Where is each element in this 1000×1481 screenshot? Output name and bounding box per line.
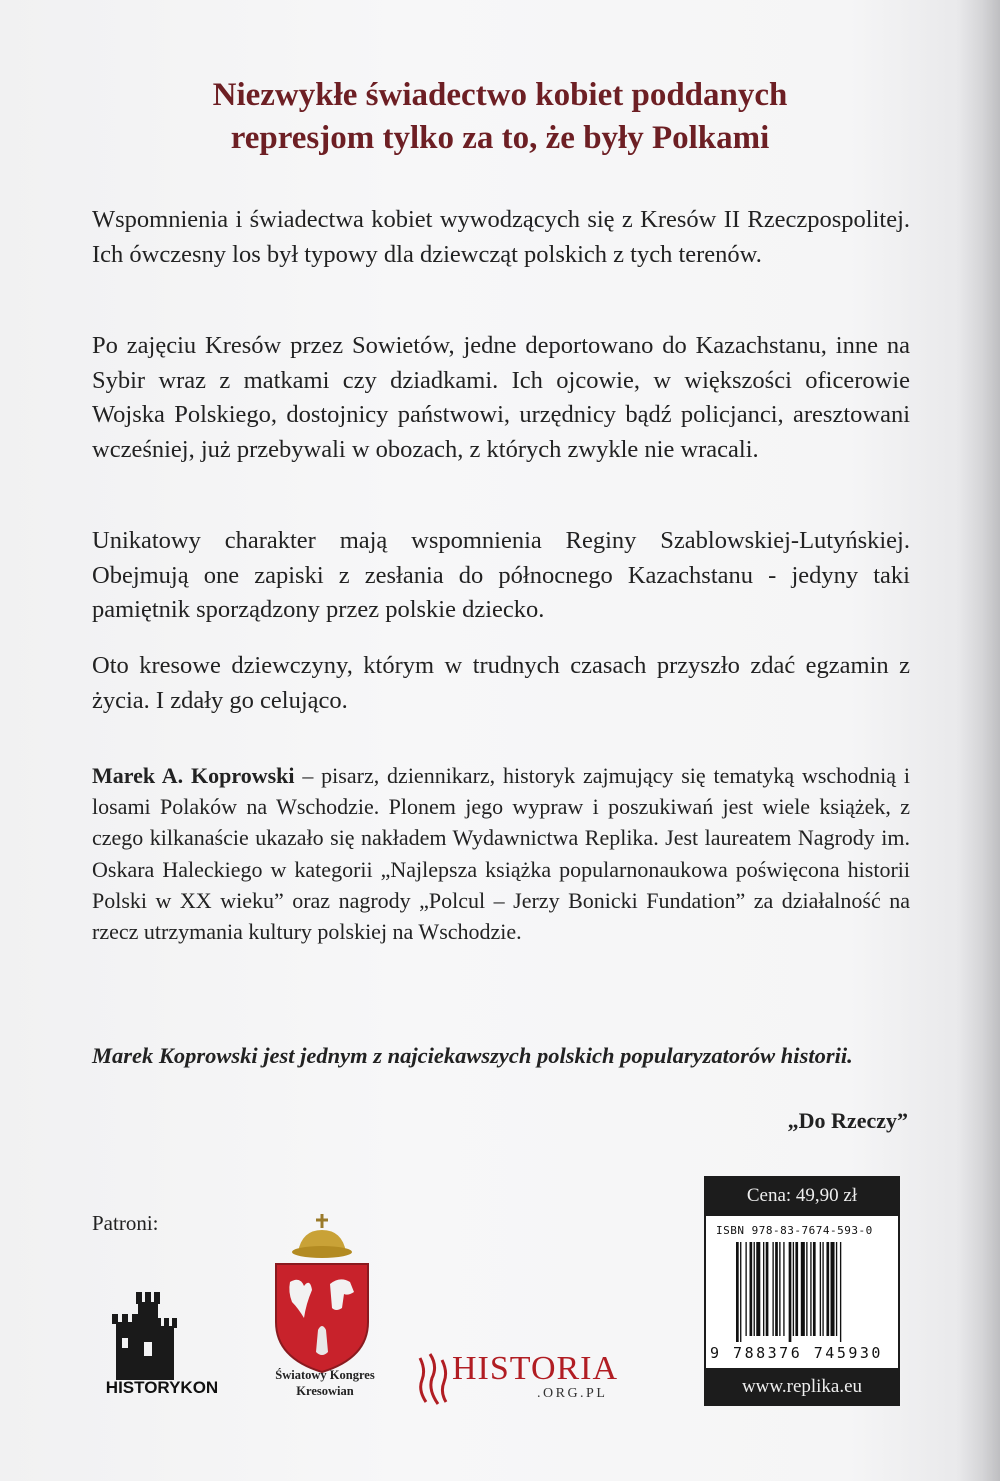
isbn-text: ISBN 978-83-7674-593-0	[716, 1224, 873, 1237]
barcode-bar	[750, 1242, 753, 1336]
barcode-bar	[810, 1242, 811, 1336]
paragraph-4	[92, 649, 910, 718]
historia-domain: .ORG.PL	[537, 1386, 608, 1401]
patrons-label: Patroni:	[92, 1211, 159, 1235]
review-quote: Marek Koprowski jest jednym z najciekawszych polskich popularyzatorów historii.	[92, 1043, 853, 1068]
barcode-bar	[763, 1242, 764, 1336]
barcode-bar	[740, 1242, 741, 1342]
price-label: Cena: 49,90 zł	[704, 1176, 900, 1216]
barcode-bar	[756, 1242, 760, 1336]
headline-line-2: represjom tylko za to, że były Polkami	[230, 120, 770, 156]
barcode-bar	[820, 1242, 821, 1336]
headline	[100, 74, 900, 160]
barcode-bar	[793, 1242, 794, 1336]
barcode-bar	[736, 1242, 739, 1342]
author-name: Marek A. Koprowski	[92, 763, 295, 788]
paragraph-1	[92, 203, 910, 272]
barcode-bar	[806, 1242, 807, 1336]
review-quote-source: „Do Rzeczy”	[787, 1108, 908, 1133]
barcode-bar	[783, 1242, 784, 1336]
paragraph-3-text: Unikatowy charakter mają wspomnienia Reginy Szablowskiej-Lutyńskiej. Obejmują one zapiski z zesłania do północnego Kazachstanu - jedyny taki pamiętnik sporządzony przez polskie dziecko.	[92, 527, 910, 624]
website-link[interactable]: www.replika.eu	[704, 1368, 900, 1406]
barcode-bar	[779, 1242, 780, 1336]
barcode-panel	[704, 1216, 900, 1368]
barcode-bar	[772, 1242, 773, 1336]
kresowian-label-line-2: Kresowian	[296, 1384, 354, 1398]
barcode-bar	[754, 1242, 755, 1336]
barcode-bar	[745, 1242, 746, 1336]
kresowian-label	[262, 1367, 388, 1399]
kresowian-crest-icon	[270, 1212, 374, 1374]
barcode-bar	[840, 1242, 841, 1342]
paragraph-1-text: Wspomnienia i świadectwa kobiet wywodzących się z Kresów II Rzeczpospolitej. Ich ówczesny los był typowy dla dziewcząt polskich z tych terenów.	[92, 206, 910, 268]
barcode-bar	[826, 1242, 829, 1336]
headline-line-1: Niezwykłe świadectwo kobiet poddanych	[212, 77, 788, 113]
barcode-bars	[736, 1242, 876, 1342]
paragraph-2	[92, 329, 910, 468]
barcode-bar	[813, 1242, 816, 1336]
barcode-bar	[831, 1242, 835, 1336]
barcode-bar	[836, 1242, 837, 1336]
barcode-bar	[801, 1242, 805, 1336]
barcode-bar	[789, 1242, 792, 1342]
barcode-bar	[795, 1242, 798, 1336]
paragraph-3	[92, 524, 910, 628]
historykon-label: HISTORYKON	[105, 1378, 219, 1397]
kresowian-label-line-1: Światowy Kongres	[275, 1368, 375, 1382]
author-bio-text: – pisarz, dziennikarz, historyk zajmujący się tematyką wschodnią i losami Polaków na Wschodzie. Plonem jego wypraw i poszukiwań jest wiele książek, z czego kilkanaście ukazało się nakładem Wydawnictwa Replika. Jest laureatem Nagrody im. Oskara Haleckiego w kategorii „Najlepsza książka popularnonaukowa poświęcona historii Polski w XX wieku” oraz nagrody „Polcul – Jerzy Bonicki Fundation” za działalność na rzecz utrzymania kultury polskiej na Wschodzie.	[92, 763, 910, 945]
barcode-bar	[822, 1242, 823, 1336]
cover-edge-shadow	[956, 0, 1000, 1481]
paragraph-4-text: Oto kresowe dziewczyny, którym w trudnych czasach przyszło zdać egzamin z życia. I zdały go celująco.	[92, 652, 910, 714]
author-bio	[92, 760, 910, 947]
barcode-bar	[775, 1242, 778, 1336]
barcode-bar	[766, 1242, 769, 1336]
ean-digits: 9 788376 745930	[710, 1344, 883, 1362]
paragraph-2-text: Po zajęciu Kresów przez Sowietów, jedne deportowano do Kazachstanu, inne na Sybir wraz z matkami czy dziadkami. Ich ojcowie, w większości oficerowie Wojska Polskiego, dostojnicy państwowi, urzędnicy bądź policjanci, aresztowani wcześniej, już przebywali w obozach, z których zwykle nie wracali.	[92, 332, 910, 464]
historia-wordmark: HISTORIA	[452, 1350, 619, 1387]
